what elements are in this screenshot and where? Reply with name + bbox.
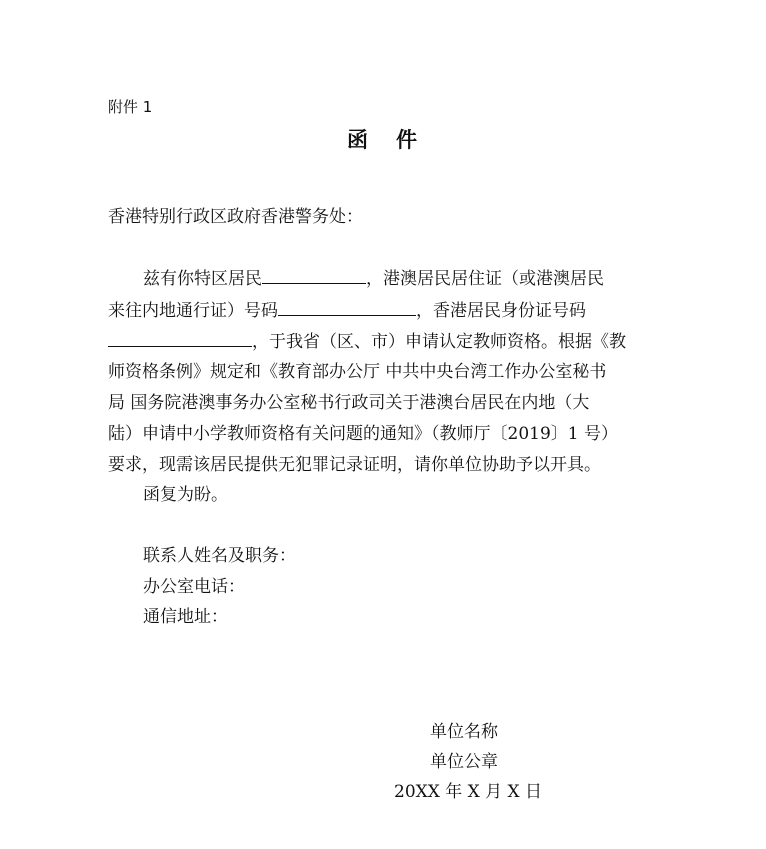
title-char-2: 件 xyxy=(396,128,419,152)
body-line-7: 要求，现需该居民提供无犯罪记录证明，请你单位协助予以开具。 xyxy=(108,455,601,475)
unit-name: 单位名称 xyxy=(430,722,498,742)
attachment-label: 附件 1 xyxy=(108,98,153,116)
body-line-6: 陆）申请中小学教师资格有关问题的通知》（教师厅〔2019〕1 号） xyxy=(108,424,618,444)
body-line-5: 局 国务院港澳事务办公室秘书行政司关于港澳台居民在内地（大 xyxy=(108,393,590,413)
title-char-1: 函 xyxy=(347,128,370,152)
body-line-8: 函复为盼。 xyxy=(143,485,228,505)
contact-address-label: 通信地址： xyxy=(143,607,228,627)
body-line-1-end: ，港澳居民居住证（或港澳居民 xyxy=(366,269,604,289)
body-line-2-end: ，香港居民身份证号码 xyxy=(416,301,586,321)
contact-phone-label: 办公室电话： xyxy=(143,577,245,597)
body-line-1-start: 兹有你特区居民 xyxy=(143,269,262,289)
body-line-3-text: ，于我省（区、市）申请认定教师资格。根据《教 xyxy=(252,332,626,352)
unit-seal: 单位公章 xyxy=(430,752,498,772)
permit-number-blank xyxy=(278,300,416,316)
document-title xyxy=(0,124,766,154)
contact-name-label: 联系人姓名及职务： xyxy=(143,546,296,566)
body-line-1 xyxy=(143,268,604,289)
date: 20XX 年 X 月 X 日 xyxy=(394,782,543,802)
body-line-2-start: 来往内地通行证）号码 xyxy=(108,301,278,321)
id-number-blank xyxy=(108,331,252,347)
body-line-4: 师资格条例》规定和《教育部办公厅 中共中央台湾工作办公室秘书 xyxy=(108,362,607,382)
body-line-2 xyxy=(108,300,586,321)
body-line-3 xyxy=(108,331,626,352)
salutation: 香港特别行政区政府香港警务处： xyxy=(108,207,363,227)
resident-name-blank xyxy=(262,268,366,284)
